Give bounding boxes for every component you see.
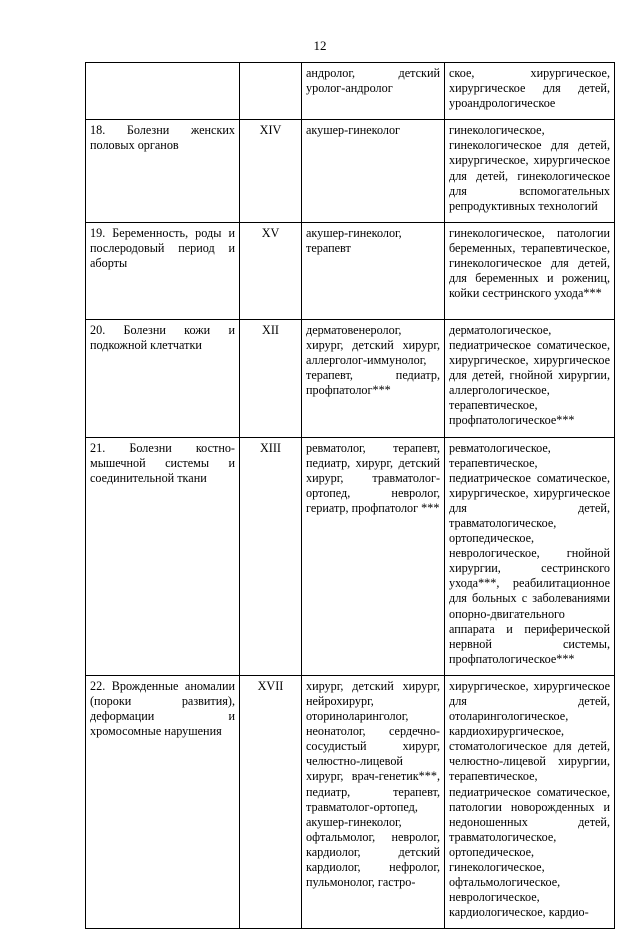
table-row — [86, 675, 615, 929]
table-row — [86, 222, 615, 319]
specialists-cell: акушер-гинеколог — [302, 120, 445, 223]
class-cell: XVII — [240, 675, 302, 929]
specialists-cell: акушер-гинеколог, терапевт — [302, 222, 445, 319]
beds-cell: хирургическое, хирургическое для детей, отоларингологическое, кардиохирургическое, стоматологическое для детей, челюстно-лицевой хирургии, терапевтическое, педиатрическое соматическое, патологии новорожденных и недоношенных детей, травматологическое, ортопедическое, гинекологическое, офтальмологическое, неврологическое, кардиологическое, кардио- — [445, 675, 615, 929]
disease-cell: 20. Болезни кожи и подкожной клетчатки — [86, 319, 240, 437]
table-row — [86, 120, 615, 223]
disease-cell: 22. Врожденные аномалии (пороки развития), деформации и хромосомные нарушения — [86, 675, 240, 929]
table-row — [86, 319, 615, 437]
table-row — [86, 437, 615, 675]
beds-cell: гинекологическое, патологии беременных, терапевтическое, гинекологическое для детей, для беременных и рожениц, койки сестринского ухода*** — [445, 222, 615, 319]
class-cell — [240, 63, 302, 120]
class-cell: XIII — [240, 437, 302, 675]
disease-cell: 19. Беременность, роды и послеродовый период и аборты — [86, 222, 240, 319]
specialists-cell: ревматолог, терапевт, педиатр, хирург, детский хирург, травматолог-ортопед, невролог, гериатр, профпатолог *** — [302, 437, 445, 675]
class-cell: XIV — [240, 120, 302, 223]
beds-cell: гинекологическое, гинекологическое для детей, хирургическое, хирургическое для детей, гинекологическое для вспомогательных репродуктивных технологий — [445, 120, 615, 223]
class-cell: XII — [240, 319, 302, 437]
beds-cell: дерматологическое, педиатрическое соматическое, хирургическое, хирургическое для детей, гнойной хирургии, аллергологическое, терапевтическое, профпатологическое*** — [445, 319, 615, 437]
disease-cell — [86, 63, 240, 120]
class-cell: XV — [240, 222, 302, 319]
disease-cell: 18. Болезни женских половых органов — [86, 120, 240, 223]
beds-cell: ское, хирургическое, хирургическое для детей, уроандрологическое — [445, 63, 615, 120]
specialists-cell: дерматовенеролог, хирург, детский хирург, аллерголог-иммунолог, терапевт, педиатр, профпатолог*** — [302, 319, 445, 437]
beds-cell: ревматологическое, терапевтическое, педиатрическое соматическое, хирургическое, хирургическое для детей, травматологическое, ортопедическое, неврологическое, гнойной хирургии, сестринского ухода***, реабилитационное для больных с заболеваниями опорно-двигательного аппарата и периферической нервной системы, профпатологическое*** — [445, 437, 615, 675]
specialists-cell: хирург, детский хирург, нейрохирург, оториноларинголог, неонатолог, сердечно-сосудистый хирург, челюстно-лицевой хирург, врач-генетик***, педиатр, терапевт, травматолог-ортопед, акушер-гинеколог, офтальмолог, невролог, кардиолог, детский кардиолог, нефролог, пульмонолог, гастро- — [302, 675, 445, 929]
table-row — [86, 63, 615, 120]
specialists-cell: андролог, детский уролог-андролог — [302, 63, 445, 120]
disease-cell: 21. Болезни костно-мышечной системы и соединительной ткани — [86, 437, 240, 675]
disease-table — [85, 62, 615, 929]
page-number: 12 — [313, 38, 327, 53]
